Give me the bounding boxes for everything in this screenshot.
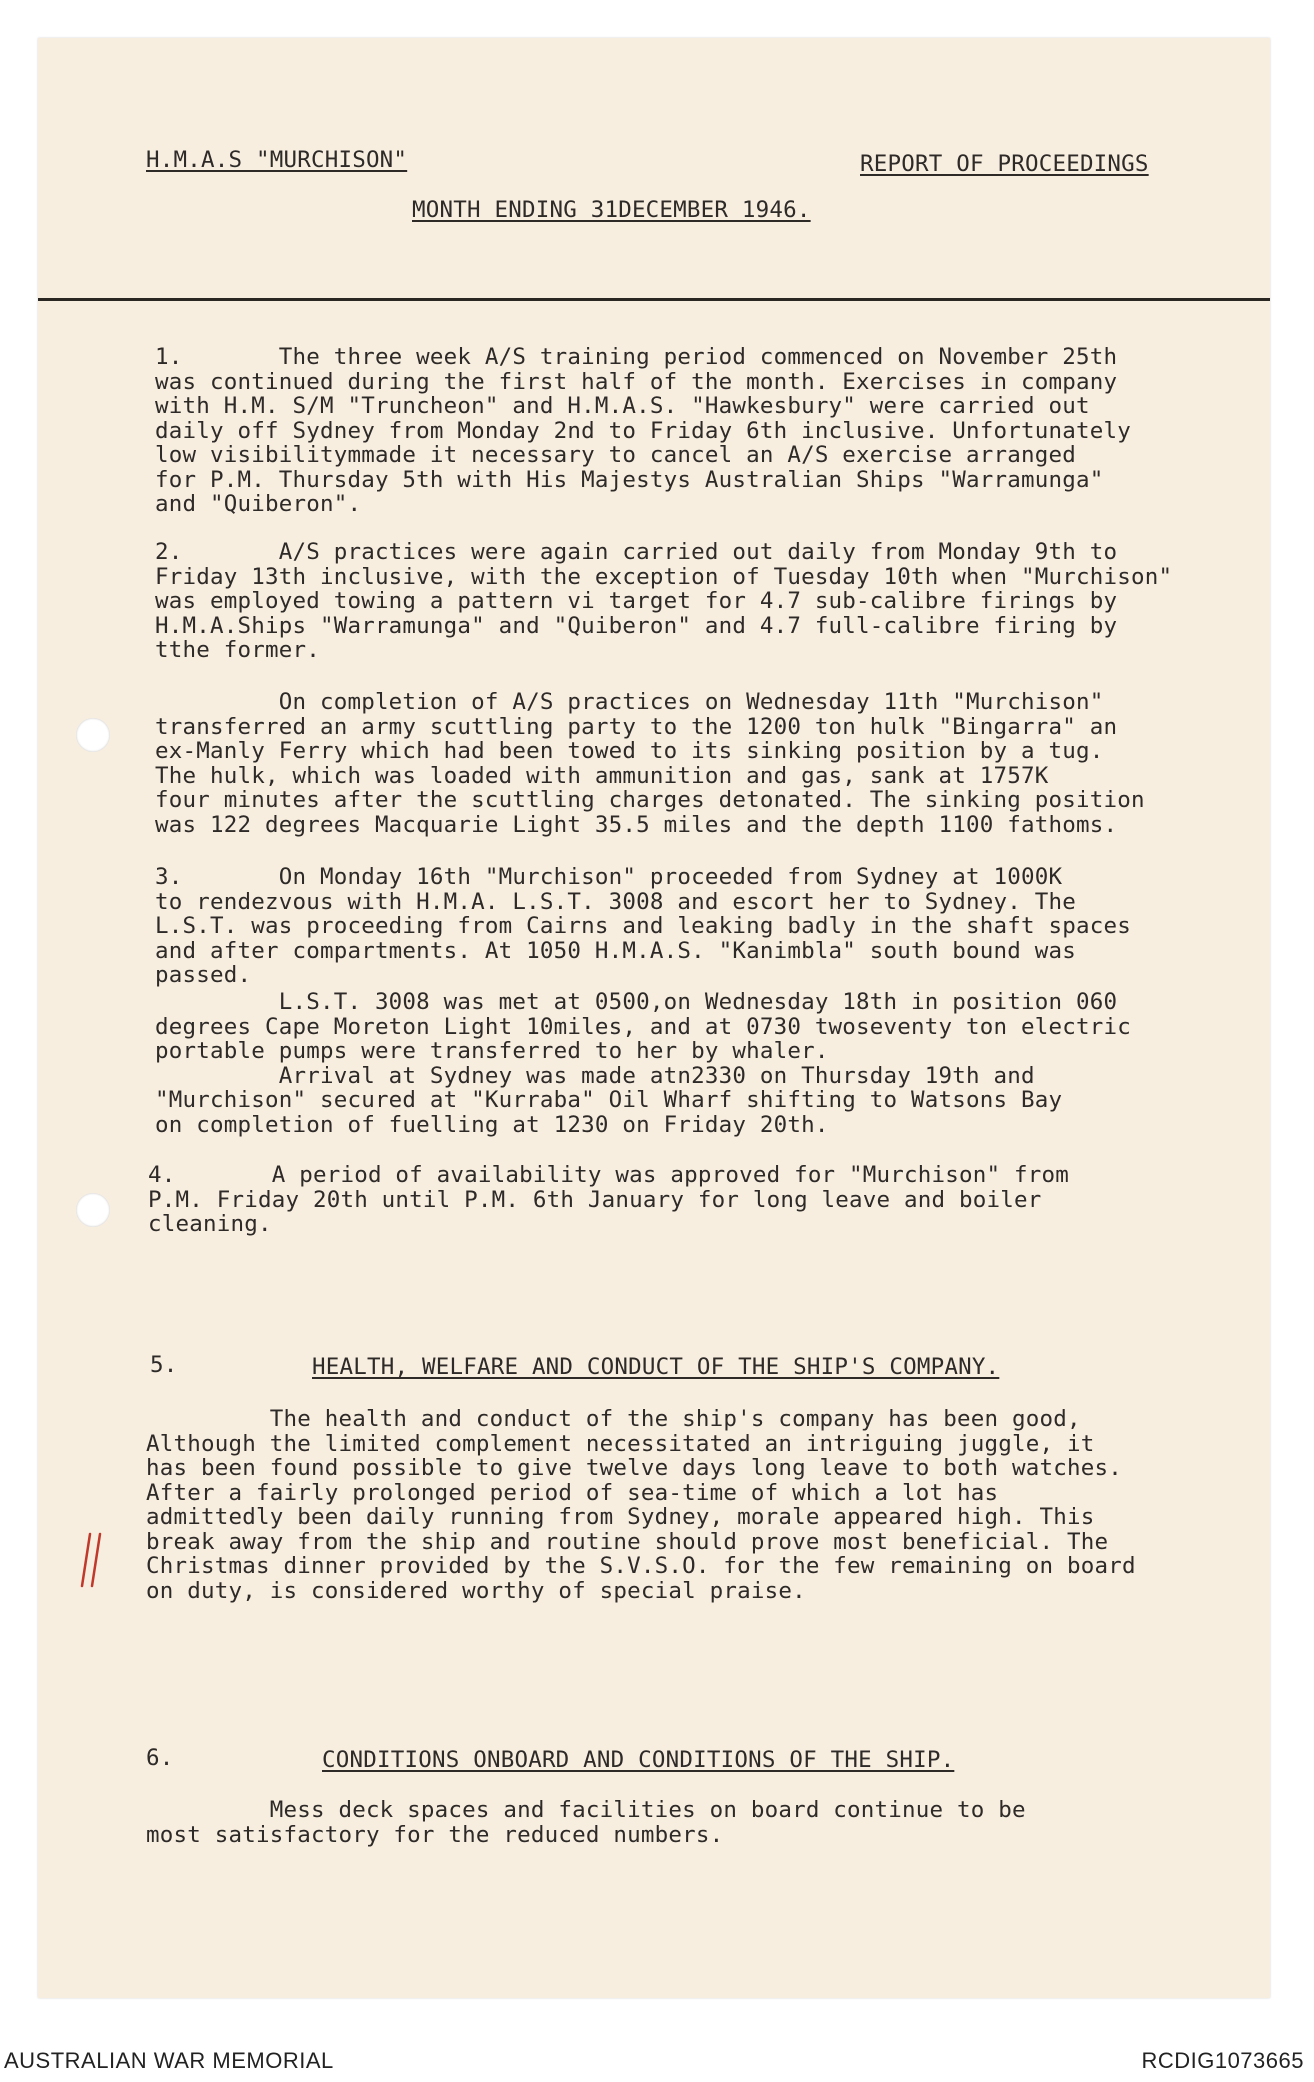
section-5-body: The health and conduct of the ship's company has been good, Although the limited complement necessitated an intriguing juggle, it has been found possible to give twelve days long leave to both watches. After a fairly prolonged period of sea-time of which a lot has admittedly been daily running from Sydney, morale appeared high. This break away from the ship and routine should prove most beneficial. The Christmas dinner provided by the S.V.S.O. for the few remaining on board on duty, is considered worthy of special praise. <box>146 1406 1136 1604</box>
footer-id: RCDIG1073665 <box>1141 2048 1304 2073</box>
punch-hole <box>76 1193 110 1227</box>
month-heading: MONTH ENDING 31DECEMBER 1946. <box>412 197 811 223</box>
paragraph-2b: On completion of A/S practices on Wednesday 11th "Murchison" transferred an army scuttling party to the 1200 ton hulk "Bingarra" an ex-Manly Ferry which had been towed to its sinking position by a tug. The hulk, which was loaded with ammunition and gas, sank at 1757K four minutes after the scuttling charges detonated. The sinking position was 122 degrees Macquarie Light 35.5 miles and the depth 1100 fathoms. <box>155 689 1145 838</box>
paragraph-3b: L.S.T. 3008 was met at 0500,on Wednesday 18th in position 060 degrees Cape Moreton Light 10miles, and at 0730 twoseventy ton electric portable pumps were transferred to her by whaler. Arrival at Sydney was made atn2330 on Thursday 19th and "Murchison" secured at "Kurraba" Oil Wharf shifting to Watsons Bay on completion of fuelling at 1230 on Friday 20th. <box>155 989 1131 1138</box>
margin-pencil-mark <box>78 1530 118 1590</box>
footer-source: AUSTRALIAN WAR MEMORIAL <box>4 2048 334 2073</box>
paragraph-4: 4. A period of availability was approved for "Murchison" from P.M. Friday 20th until P.M. 6th January for long leave and boiler cleaning. <box>148 1162 1069 1237</box>
paragraph-1: 1. The three week A/S training period commenced on November 25th was continued during the first half of the month. Exercises in company with H.M. S/M "Truncheon" and H.M.A.S. "Hawkesbury" were carried out daily off Sydney from Monday 2nd to Friday 6th inclusive. Unfortunately low visibilitymmade it necessary to cancel an A/S exercise arranged for P.M. Thursday 5th with His Majestys Australian Ships "Warramunga" and "Quiberon". <box>155 344 1131 517</box>
ship-name-heading: H.M.A.S "MURCHISON" <box>146 147 408 173</box>
punch-hole <box>76 718 110 752</box>
section-6-heading: CONDITIONS ONBOARD AND CONDITIONS OF THE SHIP. <box>322 1747 955 1773</box>
paragraph-3: 3. On Monday 16th "Murchison" proceeded from Sydney at 1000K to rendezvous with H.M.A. L.S.T. 3008 and escort her to Sydney. The L.S.T. was proceeding from Cairns and leaking badly in the shaft spaces and after compartments. At 1050 H.M.A.S. "Kanimbla" south bound was passed. <box>155 864 1131 988</box>
section-5-heading: HEALTH, WELFARE AND CONDUCT OF THE SHIP'S COMPANY. <box>312 1354 1000 1380</box>
section-5-number: 5. <box>150 1352 178 1378</box>
report-title: REPORT OF PROCEEDINGS <box>860 151 1149 177</box>
header-rule <box>38 298 1270 301</box>
paragraph-2: 2. A/S practices were again carried out daily from Monday 9th to Friday 13th inclusive, with the exception of Tuesday 10th when "Murchison" was employed towing a pattern vi target for 4.7 sub-calibre firings by H.M.A.Ships "Warramunga" and "Quiberon" and 4.7 full-calibre firing by tthe former. <box>155 539 1173 663</box>
section-6-body: Mess deck spaces and facilities on board continue to be most satisfactory for the reduced numbers. <box>146 1797 1026 1848</box>
section-6-number: 6. <box>146 1745 174 1771</box>
